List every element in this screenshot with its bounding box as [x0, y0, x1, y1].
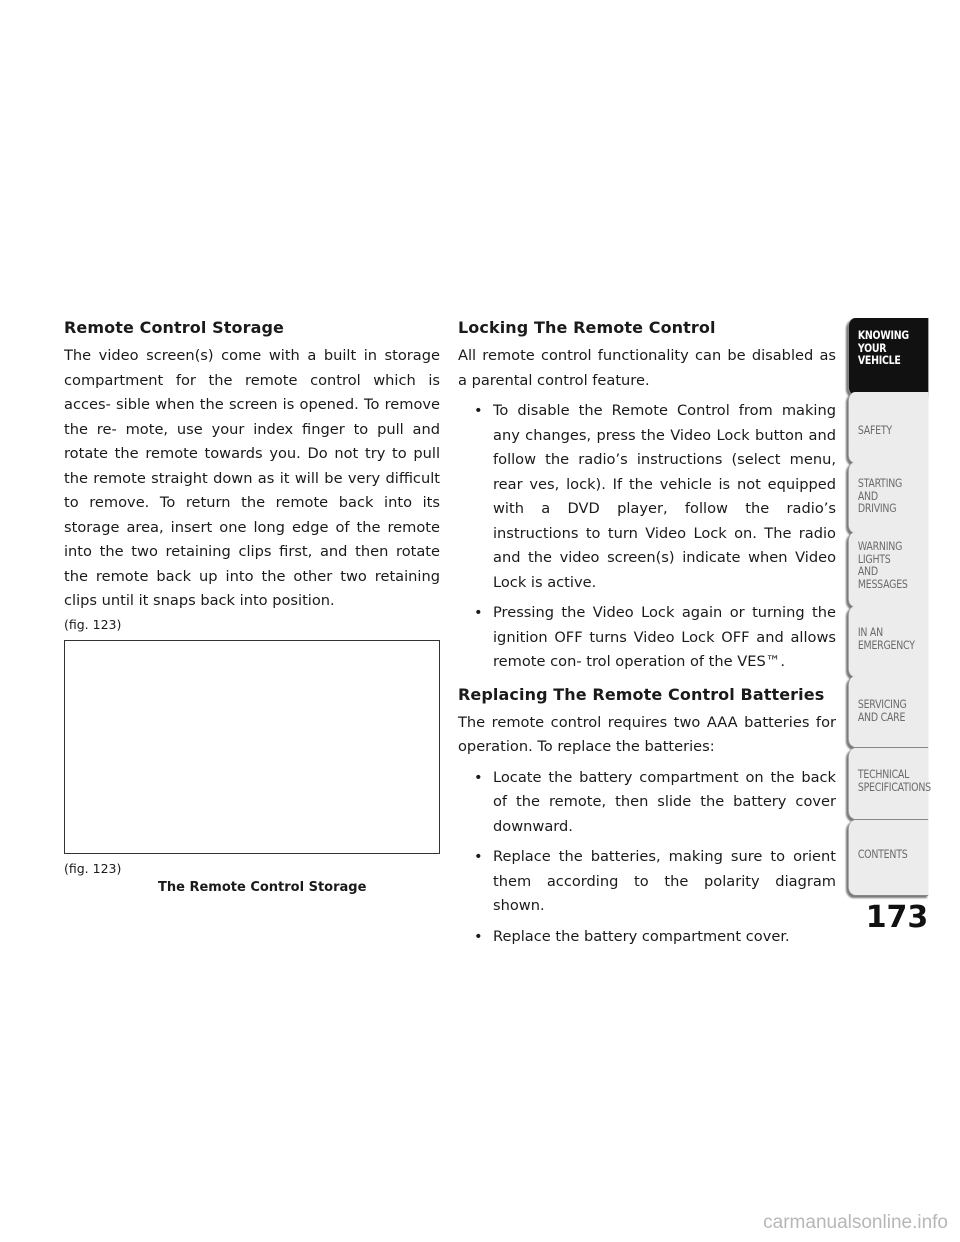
list-item: • Replace the batteries, making sure to orient them according to the polarity diagram shown.	[458, 845, 836, 919]
list-item: • Locate the battery compartment on the back of the remote, then slide the battery cover downward.	[458, 766, 836, 840]
locking-intro: All remote control functionality can be disabled as a parental control feature.	[458, 347, 836, 389]
remote-storage-text: The video screen(s) come with a built in storage compartment for the remote control which is acces- sible when the screen is opened. To remove the re- mote, use your index finger to pull and rotate the remote towards you. Do not try to pull the remote straight down as it will be very difficult to remove. To return the remote back into its storage area, insert one long edge of the remote into the two retaining clips first, and then rotate the remote back up into the other two retaining clips until it snaps back into position.	[64, 347, 440, 609]
tab-label-line: SPECIFICATIONS	[857, 779, 931, 794]
section-heading-locking: Locking The Remote Control	[458, 318, 716, 337]
tab-label-line: SAFETY	[857, 423, 892, 437]
tab-label-line: AND CARE	[857, 709, 906, 724]
tab-label-line: YOUR	[857, 340, 887, 355]
tab-contents[interactable]	[848, 820, 928, 896]
section-heading-remote-storage: Remote Control Storage	[64, 318, 284, 337]
list-item: • Replace the battery compartment cover.	[458, 925, 836, 950]
tab-servicing-and-care[interactable]	[848, 676, 928, 748]
tab-warning-lights-and-messages[interactable]	[848, 532, 928, 608]
tab-label-line: SERVICING	[857, 697, 907, 711]
figure-reference: (fig. 123)	[64, 616, 122, 632]
tab-label-line: VEHICLE	[857, 353, 901, 367]
tab-label-line: AND	[857, 564, 878, 578]
tab-label-line: LIGHTS	[857, 551, 891, 566]
tab-label-line: WARNING	[857, 539, 903, 553]
right-column	[458, 318, 836, 955]
locking-bullet-list	[458, 399, 836, 675]
remote-storage-body	[64, 344, 440, 634]
tab-label-line: IN AN	[857, 625, 883, 639]
tab-in-an-emergency[interactable]	[848, 606, 928, 678]
figure-label: (fig. 123)	[64, 861, 122, 876]
page-number: 173	[865, 900, 929, 935]
tab-safety[interactable]	[848, 392, 928, 464]
tab-starting-and-driving[interactable]	[848, 462, 928, 534]
left-column	[64, 318, 440, 634]
watermark: carmanualsonline.info	[763, 1212, 948, 1233]
tab-label-line: DRIVING	[857, 501, 897, 515]
batteries-bullet-list	[458, 766, 836, 950]
list-item: • Pressing the Video Lock again or turning the ignition OFF turns Video Lock OFF and allows remote con- trol operation of the VES™.	[458, 601, 836, 675]
tab-label-line: CONTENTS	[857, 847, 908, 861]
tab-label-line: MESSAGES	[857, 576, 908, 591]
section-heading-batteries: Replacing The Remote Control Batteries	[458, 684, 825, 704]
figure-caption: The Remote Control Storage	[158, 880, 367, 895]
tab-label-line: TECHNICAL	[857, 767, 910, 781]
tab-label-line: KNOWING	[857, 328, 909, 342]
tab-label-line: AND	[857, 488, 878, 503]
tab-label-line: STARTING	[857, 476, 903, 490]
list-item: • To disable the Remote Control from making any changes, press the Video Lock button and follow the radio’s instructions (select menu, rear ves, lock). If the vehicle is not equipped with a DVD player, follow the radio’s instructions to turn Video Lock on. The radio and the video screen(s) indicate when Video Lock is active.	[458, 399, 836, 595]
tab-label-line: EMERGENCY	[857, 637, 915, 652]
batteries-intro: The remote control requires two AAA batteries for operation. To replace the batteries:	[458, 713, 836, 755]
figure-image-frame	[64, 640, 440, 854]
tab-knowing-your-vehicle[interactable]	[848, 318, 928, 396]
tab-technical-specifications[interactable]	[848, 748, 931, 820]
